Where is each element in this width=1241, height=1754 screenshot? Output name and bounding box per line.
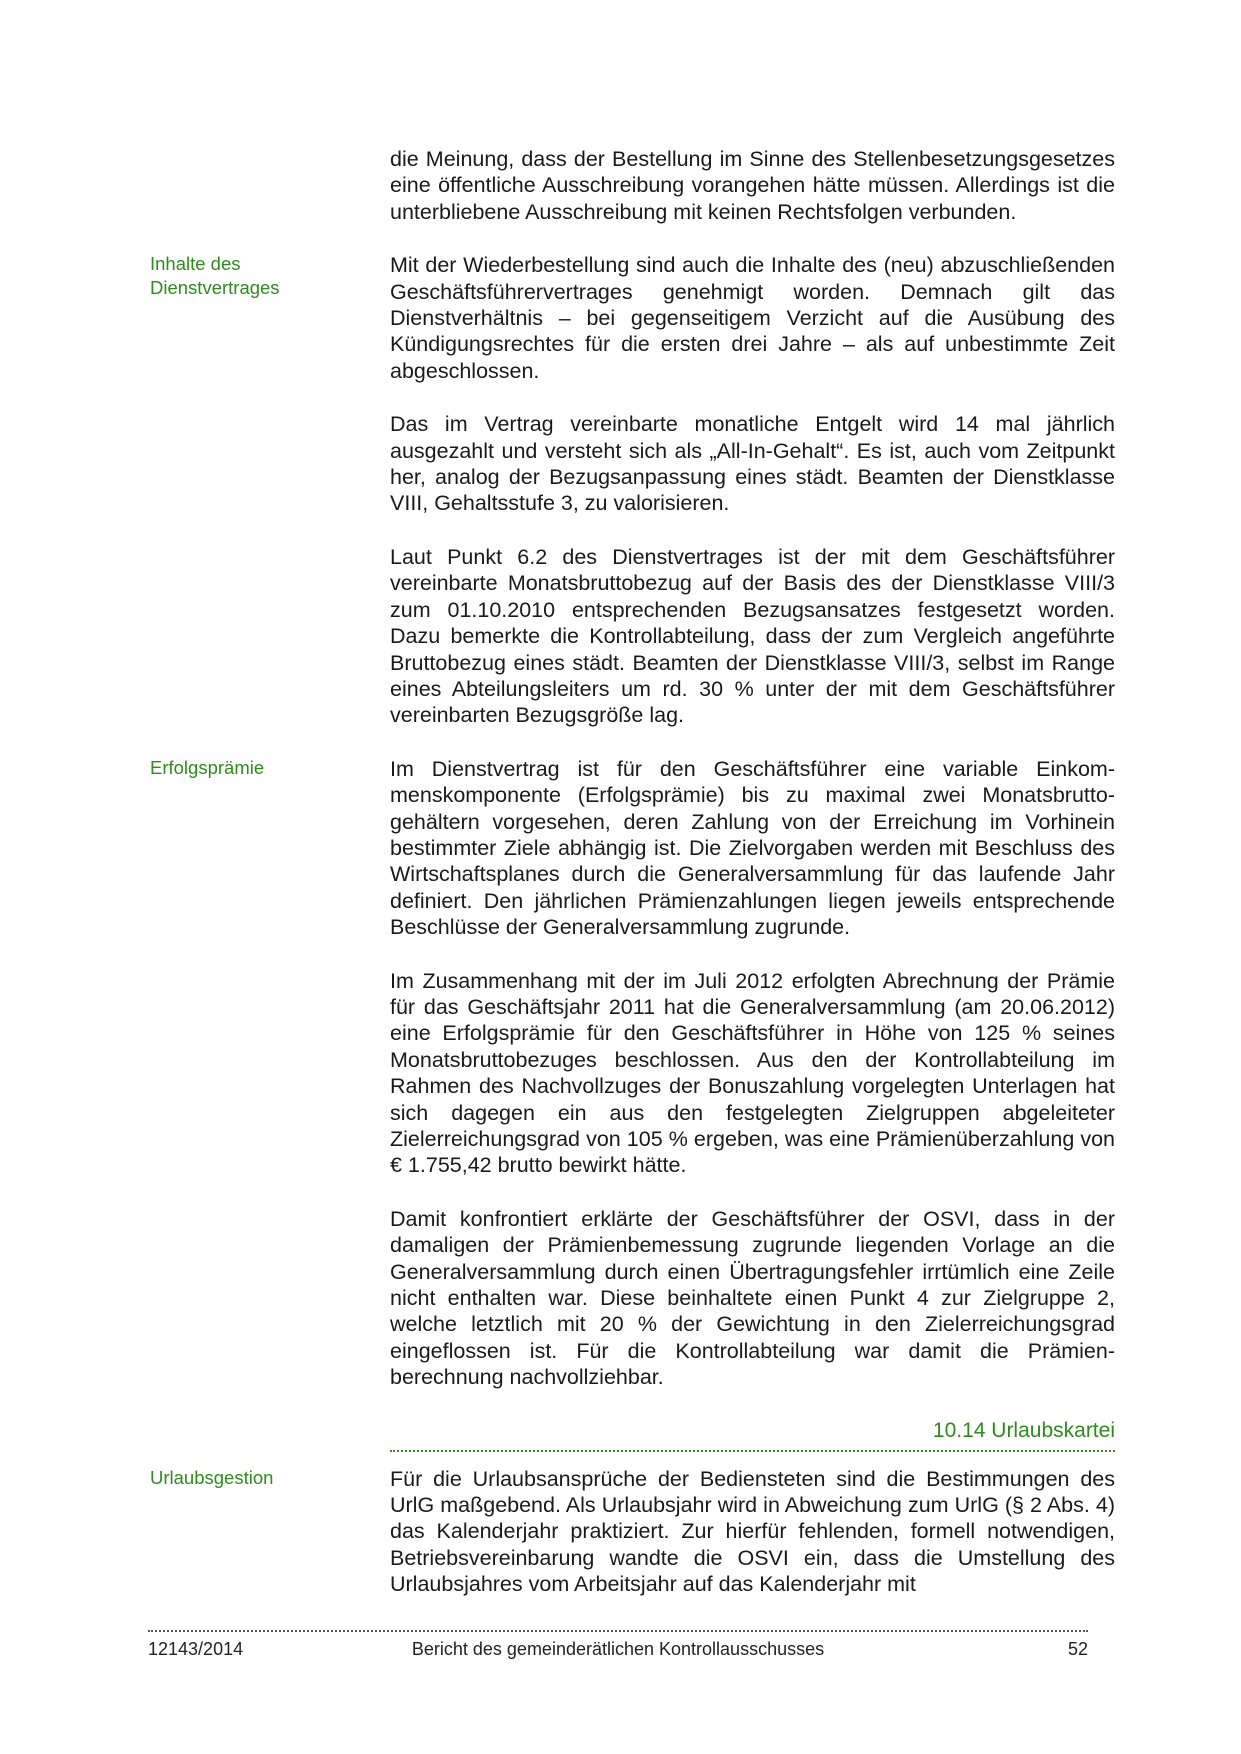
paragraph-block <box>390 146 1115 225</box>
paragraph-block <box>150 1466 1115 1598</box>
report-title: Bericht des gemeinderätlichen Kontrollausschusses <box>411 1639 825 1659</box>
section-heading: 10.14 Urlaubskartei <box>390 1418 1115 1452</box>
paragraph: Im Dienstvertrag ist für den Geschäftsführer eine variable Einkommenskomponente (Erfolgsprämie) bis zu maximal zwei Monatsbruttogehältern vorgesehen, deren Zahlung von der Erreichung im Vorhinein bestimmter Ziele abhängig ist. Die Zielvorgaben werden mit Beschluss des Wirtschaftsplanes durch die Generalversammlung für das laufende Jahr definiert. Den jährlichen Prämienzahlungen liegen jeweils entsprechende Beschlüsse der Generalversammlung zugrunde. <box>390 756 1115 940</box>
paragraph-block <box>150 252 1115 384</box>
page-footer <box>148 1638 1088 1662</box>
paragraph: Laut Punkt 6.2 des Dienstvertrages ist der mit dem Geschäftsführer vereinbarte Monatsbruttobezug auf der Basis des der Dienstklasse VIII/3 zum 01.10.2010 entsprechenden Bezugsansatzes festgesetzt worden. Dazu bemerkte die Kontrollabteilung, dass der zum Vergleich angeführte Bruttobezug eines städt. Beamten der Dienstklasse VIII/3, selbst im Range eines Abteilungsleiters um rd. 30 % unter der mit dem Geschäftsführer vereinbarten Bezugsgröße lag. <box>390 544 1115 728</box>
paragraph: Damit konfrontiert erklärte der Geschäftsführer der OSVI, dass in der damaligen der Prämienbemessung zugrunde liegenden Vorlage an die Generalversammlung durch einen Übertragungsfehler irrtümlich eine Zeile nicht enthalten war. Diese beinhaltete einen Punkt 4 zur Zielgruppe 2, welche letztlich mit 20 % der Gewichtung in den Zielerreichungsgrad eingeflossen ist. Für die Kontrollabteilung war damit die Prämienberechnung nachvollziehbar. <box>390 1206 1115 1390</box>
footer-divider <box>148 1630 1088 1632</box>
margin-note-urlaubsgestion: Urlaubsgestion <box>150 1466 274 1488</box>
main-column <box>150 146 1115 1625</box>
paragraph-block <box>150 756 1115 941</box>
paragraph: Mit der Wiederbestellung sind auch die Inhalte des (neu) abzuschließenden Geschäftsführervertrages genehmigt worden. Demnach gilt das Dienstverhältnis – bei gegenseitigem Verzicht auf die Ausübung des Kündigungsrechtes für die ersten drei Jahre – als auf unbestimmte Zeit abgeschlossen. <box>390 253 1115 383</box>
margin-note-erfolgspraemie: Erfolgsprämie <box>150 756 265 778</box>
paragraph-block <box>390 411 1115 517</box>
section-gap <box>390 1452 1115 1466</box>
paragraph: Für die Urlaubsansprüche der Bediensteten sind die Bestimmungen des UrlG maßgebend. Als Urlaubsjahr wird in Abweichung zum UrlG (§ 2 Abs. 4) das Kalenderjahr praktiziert. Zur hierfür fehlenden, formell notwendigen, Betriebsvereinbarung wandte die OSVI ein, dass die Umstellung des Urlaubsjahres vom Arbeitsjahr auf das Kalenderjahr mit <box>390 1466 1115 1597</box>
paragraph-block <box>390 968 1115 1179</box>
paragraph: Das im Vertrag vereinbarte monatliche Entgelt wird 14 mal jährlich ausgezahlt und versteht sich als „All-In-Gehalt“. Es ist, auch vom Zeitpunkt her, analog der Bezugsanpassung eines städt. Beamten der Dienstklasse VIII, Gehaltsstufe 3, zu valorisieren. <box>390 412 1115 516</box>
report-number: 12143/2014 <box>148 1639 244 1659</box>
paragraph: die Meinung, dass der Bestellung im Sinne des Stellenbesetzungsgesetzes eine öffentliche Ausschreibung vorangehen hätte müssen. Allerdings ist die unterbliebene Ausschreibung mit keinen Rechtsfolgen verbunden. <box>390 147 1115 224</box>
paragraph: Im Zusammenhang mit der im Juli 2012 erfolgten Abrechnung der Prämie für das Geschäftsjahr 2011 hat die Generalversammlung (am 20.06.2012) eine Erfolgsprämie für den Geschäftsführer in Höhe von 125 % seines Monatsbruttobezuges beschlossen. Aus den der Kontrollabteilung im Rahmen des Nachvollzuges der Bonuszahlung vorgelegten Unterlagen hat sich dagegen ein aus den festgelegten Zielgruppen abgeleiteter Zielerreichungsgrad von 105 % ergeben, was eine Prämienüberzahlung von € 1.755,42 brutto bewirkt hätte. <box>390 968 1115 1178</box>
margin-note-inhalte: Inhalte des Dienstvertrages <box>150 253 280 299</box>
page-number: 52 <box>1067 1639 1088 1659</box>
paragraph-block <box>390 544 1115 729</box>
paragraph-block <box>390 1206 1115 1391</box>
